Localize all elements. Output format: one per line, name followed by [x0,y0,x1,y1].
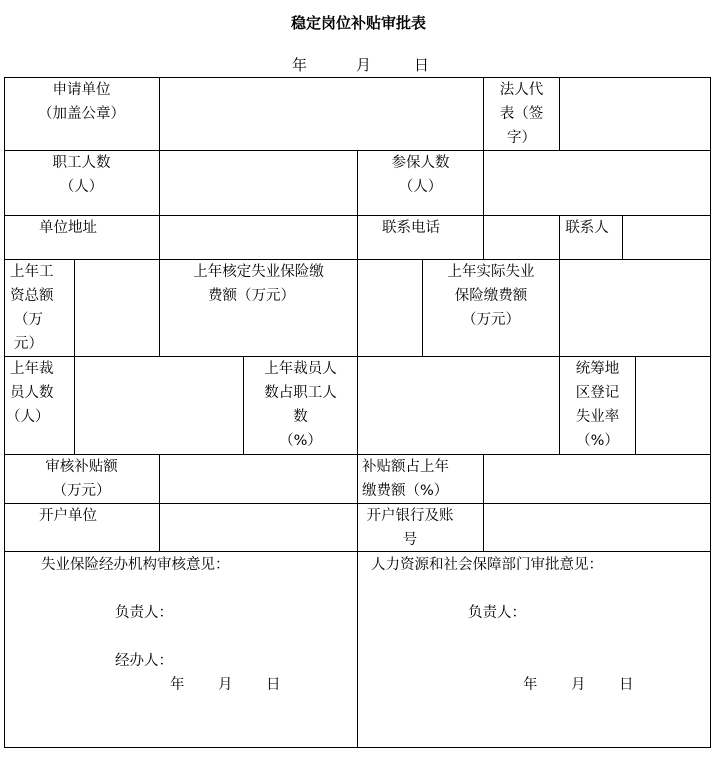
label-bank-and-account [358,504,462,552]
opinion-left-heading: 失业保险经办机构审核意见： [41,557,230,573]
label-contact-phone: 联系电话 [382,220,440,236]
opinion-right-year: 年 [523,677,538,693]
field-contact-person[interactable] [623,216,710,259]
field-last-year-layoffs[interactable] [75,357,243,454]
grid-line [357,551,358,747]
label-line: 上年裁 [10,361,54,377]
label-line: （%） [576,433,619,449]
label-line: （万 [14,312,43,328]
label-line: 号 [402,532,418,548]
label-line: 字） [507,130,536,146]
label-applicant-unit [4,78,159,126]
date-month: 月 [356,56,372,74]
label-line: 统筹地 [575,361,620,377]
date-year: 年 [292,56,308,74]
label-line: （人） [398,179,443,195]
label-line: 补贴额占上年 [362,459,449,475]
label-last-year-actual-premium [423,260,559,332]
field-layoff-ratio[interactable] [358,357,559,454]
opinion-left-handler: 经办人： [115,653,173,669]
label-line: 员人数 [10,385,54,401]
label-line: 资总额 [10,288,54,304]
grid-line [4,747,711,748]
label-line: 表（签 [499,106,544,122]
field-contact-phone[interactable] [484,216,559,259]
field-insured-count[interactable] [484,151,710,215]
label-last-year-total-wages [4,260,74,356]
label-last-year-verified-premium [160,260,357,308]
opinion-right-heading: 人力资源和社会保障部门审批意见： [371,557,603,573]
field-bank-and-account[interactable] [484,504,710,551]
label-approved-subsidy [4,455,159,503]
label-line: （%） [279,433,322,449]
label-line: 申请单位 [52,82,111,98]
form-title: 稳定岗位补贴审批表 [290,14,426,32]
label-layoff-ratio [244,357,357,453]
field-applicant-unit[interactable] [160,78,483,150]
field-legal-representative-signature[interactable] [560,78,710,150]
opinion-left-responsible: 负责人： [115,605,173,621]
opinion-right-day: 日 [619,677,634,693]
label-registered-unemployment-rate [560,357,635,453]
field-last-year-actual-premium[interactable] [560,260,710,356]
label-line: 上年核定失业保险缴 [193,264,324,280]
date-day: 日 [414,56,430,74]
label-line: 上年工 [10,264,54,280]
label-line: （人） [6,409,50,425]
label-line: 失业率 [575,409,620,425]
field-registered-unemployment-rate[interactable] [636,357,710,454]
label-line: 数 [293,409,308,425]
opinion-right-month: 月 [571,677,586,693]
label-line: 区登记 [575,385,620,401]
label-subsidy-ratio [358,455,483,503]
opinion-right-responsible: 负责人： [468,605,526,621]
label-line: 元） [14,336,43,352]
label-line: 费额（万元） [208,288,295,304]
field-unit-address[interactable] [160,216,357,259]
field-approved-subsidy[interactable] [160,455,357,503]
label-line: （万元） [462,312,520,328]
label-line: （加盖公章） [38,106,125,122]
label-line: 法人代 [499,82,544,98]
field-last-year-verified-premium[interactable] [358,260,422,356]
label-last-year-layoffs [4,357,74,429]
label-line: 参保人数 [391,155,450,171]
label-line: 职工人数 [52,155,111,171]
label-line: 缴费额（%） [362,483,449,499]
field-employee-count[interactable] [160,151,357,215]
label-line: 数占职工人 [264,385,337,401]
label-line: （人） [59,179,104,195]
label-line: 上年裁员人 [264,361,337,377]
label-employee-count [4,151,159,199]
label-line: 上年实际失业 [447,264,535,280]
field-last-year-total-wages[interactable] [75,260,159,356]
opinion-left-month: 月 [218,677,233,693]
label-contact-person: 联系人 [565,220,609,236]
field-subsidy-ratio[interactable] [484,455,710,503]
grid-line [710,77,711,748]
opinion-left-year: 年 [170,677,185,693]
label-line: （万元） [52,483,111,499]
label-line: 开户银行及账 [366,508,454,524]
label-line: 审核补贴额 [45,459,118,475]
label-unit-address: 单位地址 [39,220,97,236]
label-legal-representative [484,78,559,150]
field-bank-account-unit[interactable] [160,504,357,551]
label-insured-count [358,151,483,199]
label-bank-account-unit: 开户单位 [39,508,97,524]
label-line: 保险缴费额 [454,288,528,304]
opinion-left-day: 日 [266,677,281,693]
